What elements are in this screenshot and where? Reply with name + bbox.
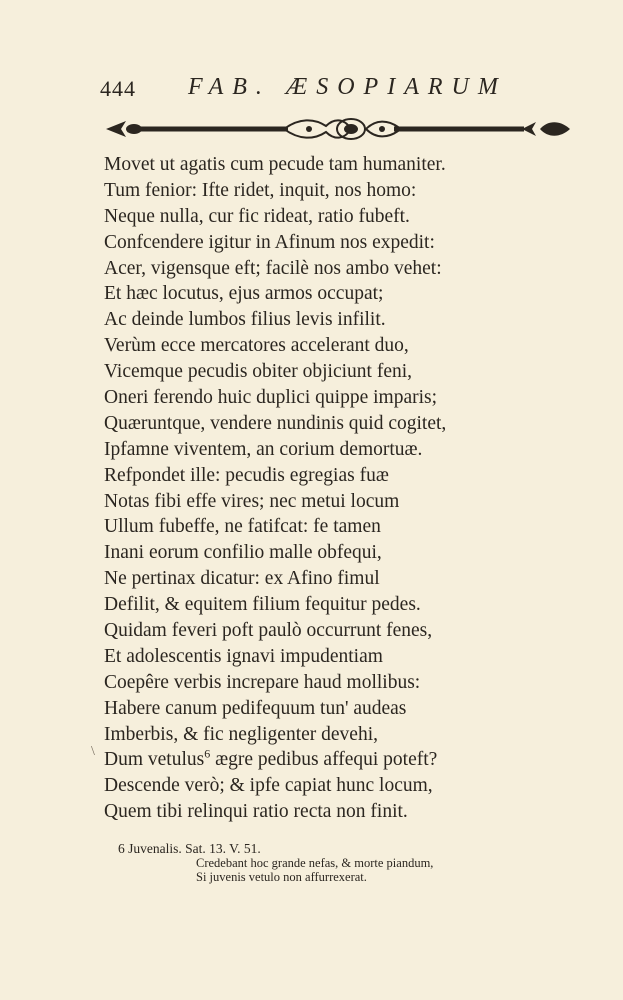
page-number: 444: [100, 76, 136, 101]
verse-line: Defilit, & equitem filium fequitur pedes.: [104, 594, 421, 616]
verse-line: Confcendere igitur in Afinum nos expedit:: [104, 231, 435, 253]
verse-line: Habere canum pedifequum tun' audeas: [104, 697, 407, 719]
verse-line: Dum vetulus$^6$ ægre pedibus affequi poteft?: [104, 746, 438, 771]
verse-line: Oneri ferendo huic duplici quippe imparis;: [104, 387, 438, 409]
verse-line: Quem tibi relinqui ratio recta non finit.: [104, 801, 408, 823]
verse-line: Ac deinde lumbos filius levis infilit.: [104, 309, 386, 331]
verse-line: Verùm ecce mercatores accelerant duo,: [104, 335, 409, 357]
verse-line: Ullum fubeffe, ne fatifcat: fe tamen: [104, 516, 381, 538]
verse-line: Et adolescentis ignavi impudentiam: [104, 645, 383, 667]
verse-line: Quæruntque, vendere nundinis quid cogitet,: [104, 412, 447, 434]
verse-line: Vicemque pecudis obiter objiciunt feni,: [104, 361, 413, 383]
verse-line: Quidam feveri poft paulò occurrunt fenes,: [104, 620, 433, 642]
footnote-reference: 6 Juvenalis. Sat. 13. V. 51.: [118, 841, 261, 856]
footnote-marker[interactable]: 6: [204, 746, 211, 761]
verse-line: Ne pertinax dicatur: ex Afino fimul: [104, 568, 380, 590]
verse-line: Movet ut agatis cum pecude tam humaniter.: [104, 154, 446, 175]
verse-line: Tum fenior: Ifte ridet, inquit, nos homo:: [104, 179, 417, 201]
verse-line: Descende verò; & ipfe capiat hunc locum,: [104, 775, 433, 797]
verse-line: Coepêre verbis increpare haud mollibus:: [104, 671, 421, 693]
verse-line: Notas fibi effe vires; nec metui locum: [104, 490, 400, 512]
footnote: [118, 842, 578, 884]
verse-line: Ipfamne viventem, an corium demortuæ.: [104, 438, 423, 460]
margin-mark: \: [91, 744, 95, 759]
verse-line: Inani eorum confilio malle obfequi,: [104, 542, 382, 564]
verse-line: Acer, vigensque eft; facilè nos ambo vehet:: [104, 257, 442, 279]
page-header: [100, 72, 580, 108]
footnote-quote-line: Si juvenis vetulo non affurrexerat.: [196, 870, 367, 884]
verse-line: Et hæc locutus, ejus armos occupat;: [104, 283, 384, 305]
verse-line: Neque nulla, cur fic rideat, ratio fubeft.: [104, 205, 410, 227]
verse-line: Imberbis, & fic negligenter devehi,: [104, 723, 378, 745]
verse-text: [104, 152, 584, 825]
running-head: FAB. ÆSOPIARUM: [188, 74, 507, 100]
decorative-headpiece-icon: [104, 114, 574, 144]
verse-line: Refpondet ille: pecudis egregias fuæ: [104, 464, 389, 486]
footnote-quote-line: Credebant hoc grande nefas, & morte piandum,: [196, 856, 434, 870]
